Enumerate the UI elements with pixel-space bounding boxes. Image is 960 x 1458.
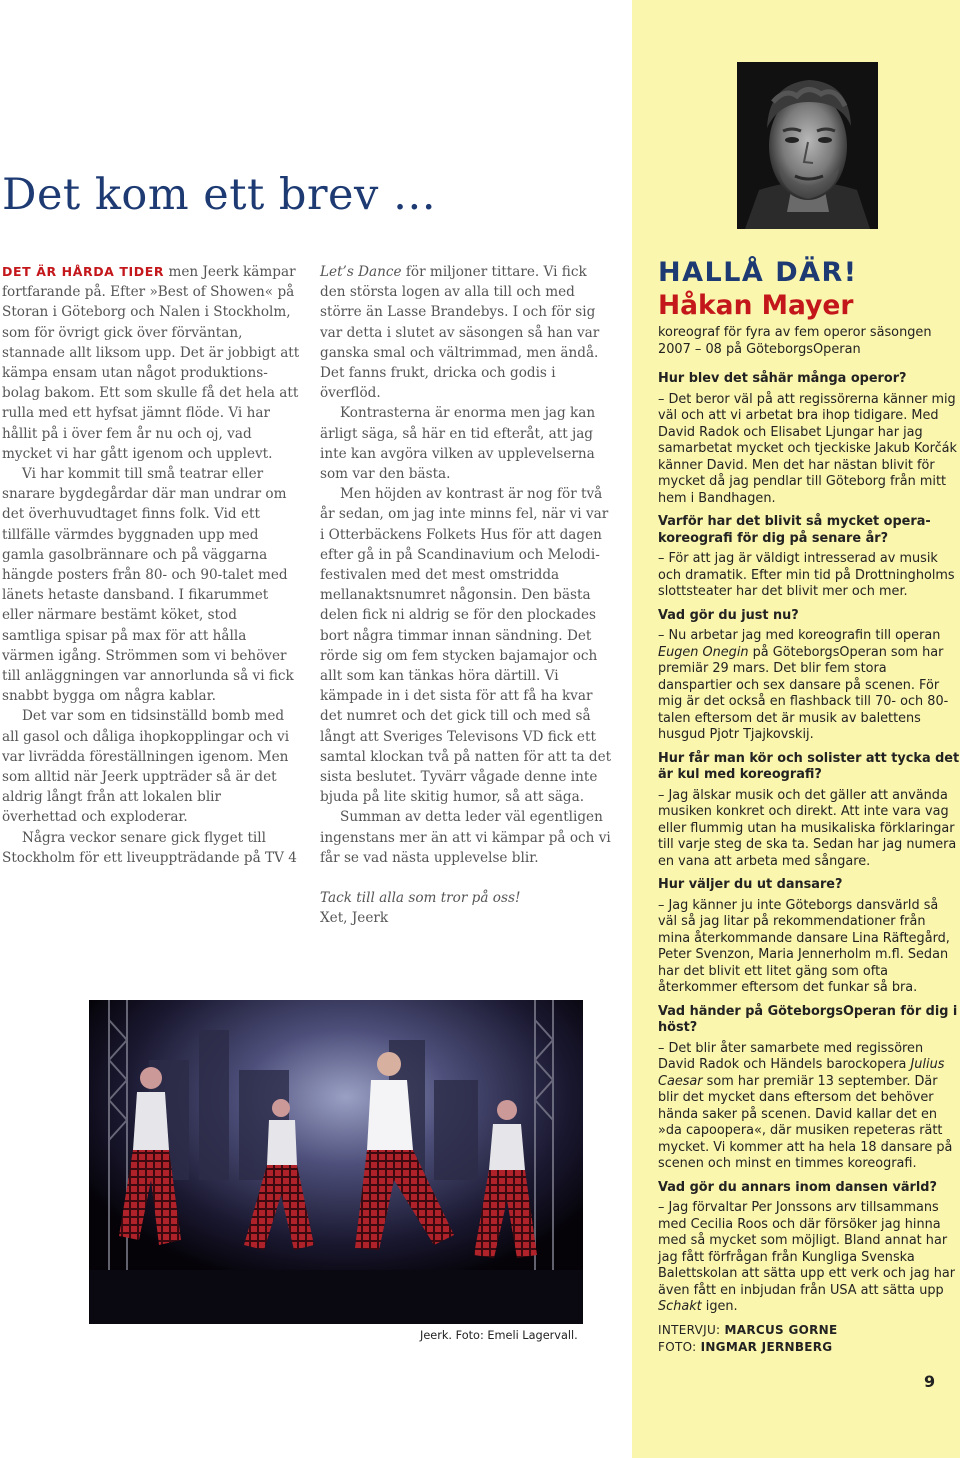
- qa-list: [658, 371, 960, 1316]
- question: Hur blev det såhär många operor?: [658, 371, 907, 387]
- paragraph: Några veckor senare gick flyget till Stockholm för ett liveuppträdande på TV 4: [2, 829, 297, 866]
- question: Hur får man kör och solister att tycka det är kul med koreografi?: [658, 750, 960, 783]
- interviewee-name: Håkan Mayer: [658, 290, 854, 321]
- question: Vad gör du annars inom dansen värld?: [658, 1179, 937, 1195]
- paragraph: Men höjden av kontrast är nog för två år sedan, om jag inte minns fel, när vi var i Otterbäckens Folkets Hus för att dagen efter gå in på Scandinavium och Melodifestivalen med det mest omstridda mellanaktsnumret någonsin. Den bästa delen fick ni aldrig se för den plockades bort några timmar innan sändning. Det rörde sig om fem stycken bajamajor och allt som kan tänkas höra därtill. Vi kämpade in i det sista för att få ha kvar det numret och det gick till och med så långt att Sveriges Televisons VD fick ett samtal klockan två på natten för att ta det sista beslutet. Tyvärr vågade denne inte bjuda på lite skitig humor, så att säga.: [320, 486, 612, 806]
- question: Hur väljer du ut dansare?: [658, 877, 843, 893]
- paragraph-text: för miljoner tittare. Vi fick den största logen av alla till och med större än Lasse Brandebys. I och för sig var detta i slutet av säsongen så han var ganska smal och vältrimmad, men ändå. Det fanns frukt, dricka och godis i överflöd.: [320, 264, 600, 402]
- question: Vad händer på GöteborgsOperan för dig i höst?: [658, 1003, 958, 1036]
- answer-text: – Det blir åter samarbete med regissören David Radok och Händels barockopera: [658, 1040, 924, 1073]
- photo-caption: Jeerk. Foto: Emeli Lagervall.: [420, 1329, 578, 1342]
- answer: – Jag känner ju inte Göteborgs dansvärld så väl så jag litar på rekommendationer från mina återkommande dansare Lina Räftegård, Peter Svenzon, Maria Jennerholm m.fl. Sedan har det blivit ett litet gäng som ofta återkommer eftersom det funkar så bra.: [658, 897, 950, 996]
- answer-text: igen.: [701, 1299, 738, 1315]
- interviewee-role: koreograf för fyra av fem operor säsongen 2007 – 08 på GöteborgsOperan: [658, 325, 932, 357]
- question: Varför har det blivit så mycket operakoreografi för dig på senare år?: [658, 514, 931, 546]
- answer: – För att jag är väldigt intresserad av musik och dramatik. Efter min tid på Drottningholms slottsteater har det blivit mer och mer.: [658, 551, 955, 600]
- paragraph: [320, 262, 616, 403]
- closing-line: Tack till alla som tror på oss!: [320, 890, 521, 907]
- credits: [658, 1322, 960, 1356]
- interview-sidebar: [658, 256, 960, 1356]
- answer-text: som har premiär 13 september. Där blir det mycket dans eftersom det behöver hända saker på scenen. David kallar det en »da capoopera«, där musiken repeteras rätt mycket. Vi kommer att ha hela 18 dansare på scenen och minst en timmes koreografi.: [658, 1073, 953, 1172]
- paragraph: Det var som en tidsinställd bomb med all gasol och dåliga ihopkopplingar och vi var livrädda föreställningen igenom. Men som alltid när Jeerk uppträder så är det aldrig långt från att lokalen blir överhettad och exploderar.: [2, 708, 290, 826]
- signature: Xet, Jeerk: [320, 910, 389, 927]
- answer-text: – Nu arbetar jag med koreografin till operan: [658, 628, 941, 644]
- stage-image: [89, 1000, 583, 1324]
- lead-in: DET ÄR HÅRDA TIDER: [2, 264, 165, 279]
- answer: [658, 1200, 960, 1316]
- sidebar-kicker: HALLÅ DÄR!: [658, 257, 858, 288]
- article-column-2: [320, 262, 616, 929]
- answer: – Jag älskar musik och det gäller att använda musiken konkret och direkt. Att inte vara vag eller flummig utan ha musikaliska förklaringar till varje steg de ska ta. Sedan har jag numera en vana att arbeta med sångare.: [658, 787, 957, 869]
- stage-photo: [89, 1000, 583, 1324]
- paragraph: Vi har kommit till små teatrar eller snarare bygdegårdar där man undrar om det överhuvudtaget finns folk. Vid ett tillfälle värmdes byggnaden upp med gamla gasolbrännare och på väggarna hängde posters från 80- och 90-talet med länets hetaste dansband. I fikarummet eller närmare bestämt köket, stod samtliga spisar på max för att hålla värmen igång. Strömmen som vi behöver till anläggningen var annorlunda så vi fick snabbt bygga om några kablar.: [2, 466, 294, 705]
- page-number: 9: [924, 1372, 936, 1391]
- show-title: Let’s Dance: [320, 264, 402, 280]
- paragraph: [2, 262, 300, 464]
- answer: [658, 1041, 960, 1173]
- article-column-1: [2, 262, 300, 868]
- page-title: Det kom ett brev …: [2, 170, 437, 220]
- work-title: Schakt: [658, 1299, 702, 1315]
- portrait-image: [737, 62, 878, 229]
- answer: [658, 628, 960, 744]
- paragraph-text: men Jeerk kämpar fortfarande på. Efter »Best of Showen« på Storan i Göteborg och Nalen i Stockholm, som för övrigt gick över förväntan, stannade allt liksom upp. Det är jobbigt att kämpa ensam utan något produktionsbolag bakom. Ett som skulle få det hela att rulla med ett hyfsat jämnt flöde. Vi har hållit på i över fem år nu och oj, vad mycket vi har gått igenom och upplevt.: [2, 264, 300, 462]
- question: Vad gör du just nu?: [658, 607, 799, 623]
- paragraph: Summan av detta leder väl egentligen ingenstans mer än att vi kämpar på och vi får se vad nästa upplevelse blir.: [320, 809, 611, 866]
- photo-credit: FOTO: INGMAR JERNBERG: [658, 1339, 833, 1354]
- interview-credit: INTERVJU: MARCUS GORNE: [658, 1322, 838, 1337]
- answer: – Det beror väl på att regissörerna känner mig väl och att vi arbetat bra ihop tidigare. Med David Radok och Elisabet Ljungar har jag samarbetat mycket och tjeckiske Jakub Korčák känner David. Men det har nästan blivit för mycket då jag pendlar till Göteborg från mitt hem i Bandhagen.: [658, 391, 957, 506]
- opera-title: Eugen Onegin: [658, 644, 749, 660]
- paragraph: Kontrasterna är enorma men jag kan ärligt säga, så här en tid efteråt, att jag inte kan avgöra vilken av upplevelserna som var den bästa.: [320, 405, 596, 483]
- answer-text: – Jag förvaltar Per Jonssons arv tillsammans med Cecilia Roos och där försöker jag hinna med så mycket som möjligt. Bland annat har jag fått förfrågan från Kungliga Svenska Balettskolan att sätta upp ett verk och jag har även fått en inbjudan från USA att sätta upp: [658, 1200, 956, 1298]
- portrait-photo: [737, 62, 878, 229]
- opera-title: Julius Caesar: [658, 1057, 945, 1089]
- answer-text: på GöteborgsOperan som har premiär 29 mars. Det blir fem stora danspartier och sex dansare på scenen. För mig är det också en flashback till 70- och 80-talen eftersom det är musik av balettens husgud Pjotr Tjajkovskij.: [658, 644, 949, 743]
